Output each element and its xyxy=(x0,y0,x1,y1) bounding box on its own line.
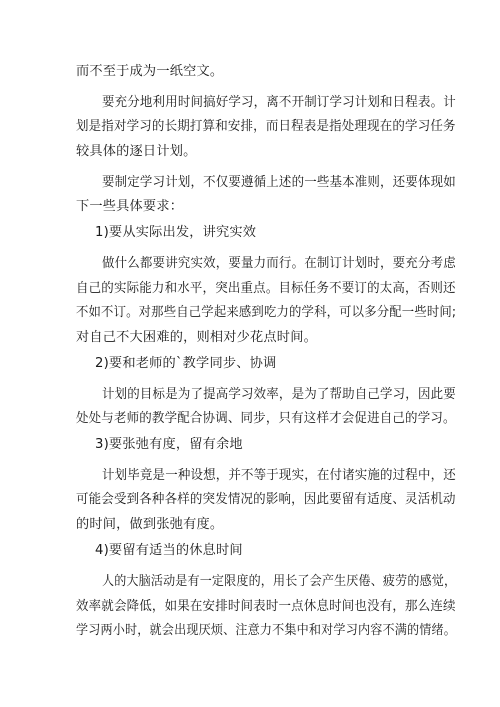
section-heading-3: 3)要张弛有度，留有余地 xyxy=(95,437,243,452)
section-heading-4: 4)要留有适当的休息时间 xyxy=(95,543,243,558)
text-line: 较具体的逐日计划。 xyxy=(76,144,197,159)
text-line: 下一些具体要求： xyxy=(76,199,184,214)
text-line: 的时间，做到张弛有度。 xyxy=(76,517,224,532)
paragraph-first-line: 要充分地利用时间搞好学习，离不开制订学习计划和日程表。计 xyxy=(102,95,456,110)
paragraph-first-line: 计划的目标是为了提高学习效率，是为了帮助自己学习，因此要 xyxy=(102,387,456,402)
text-line: 不如不订。对那些自己学起来感到吃力的学科，可以多分配一些时间; xyxy=(76,305,457,320)
text-line: 划是指对学习的长期打算和安排，而日程表是指处理现在的学习任务 xyxy=(76,119,456,134)
paragraph-first-line: 人的大脑活动是有一定限度的，用长了会产生厌倦、疲劳的感觉， xyxy=(102,574,457,589)
text-line: 自己的实际能力和水平，突出重点。目标任务不要订的太高，否则还 xyxy=(76,281,456,296)
text-line: 可能会受到各种各样的突发情况的影响，因此要留有适度、灵活机动 xyxy=(76,492,456,507)
text-line: 学习两小时，就会出现厌烦、注意力不集中和对学习内容不满的情绪。 xyxy=(76,623,457,638)
text-line: 效率就会降低，如果在安排时间表时一点休息时间也没有，那么连续 xyxy=(76,599,456,614)
text-line: 处处与老师的教学配合协调、同步，只有这样才会促进自己的学习。 xyxy=(76,411,456,426)
text-line: 而不至于成为一纸空文。 xyxy=(76,64,224,79)
paragraph-first-line: 做什么都要讲究实效，要量力而行。在制订计划时，要充分考虑 xyxy=(102,256,456,271)
paragraph-first-line: 要制定学习计划，不仅要遵循上述的一些基本准则，还要体现如 xyxy=(102,175,456,190)
text-line: 对自己不大困难的，则相对少花点时间。 xyxy=(76,330,317,345)
section-heading-1: 1)要从实际出发，讲究实效 xyxy=(95,225,257,240)
section-heading-2: 2)要和老师的`教学同步、协调 xyxy=(95,356,277,371)
paragraph-first-line: 计划毕竟是一种设想，并不等于现实，在付诸实施的过程中，还 xyxy=(102,468,456,483)
